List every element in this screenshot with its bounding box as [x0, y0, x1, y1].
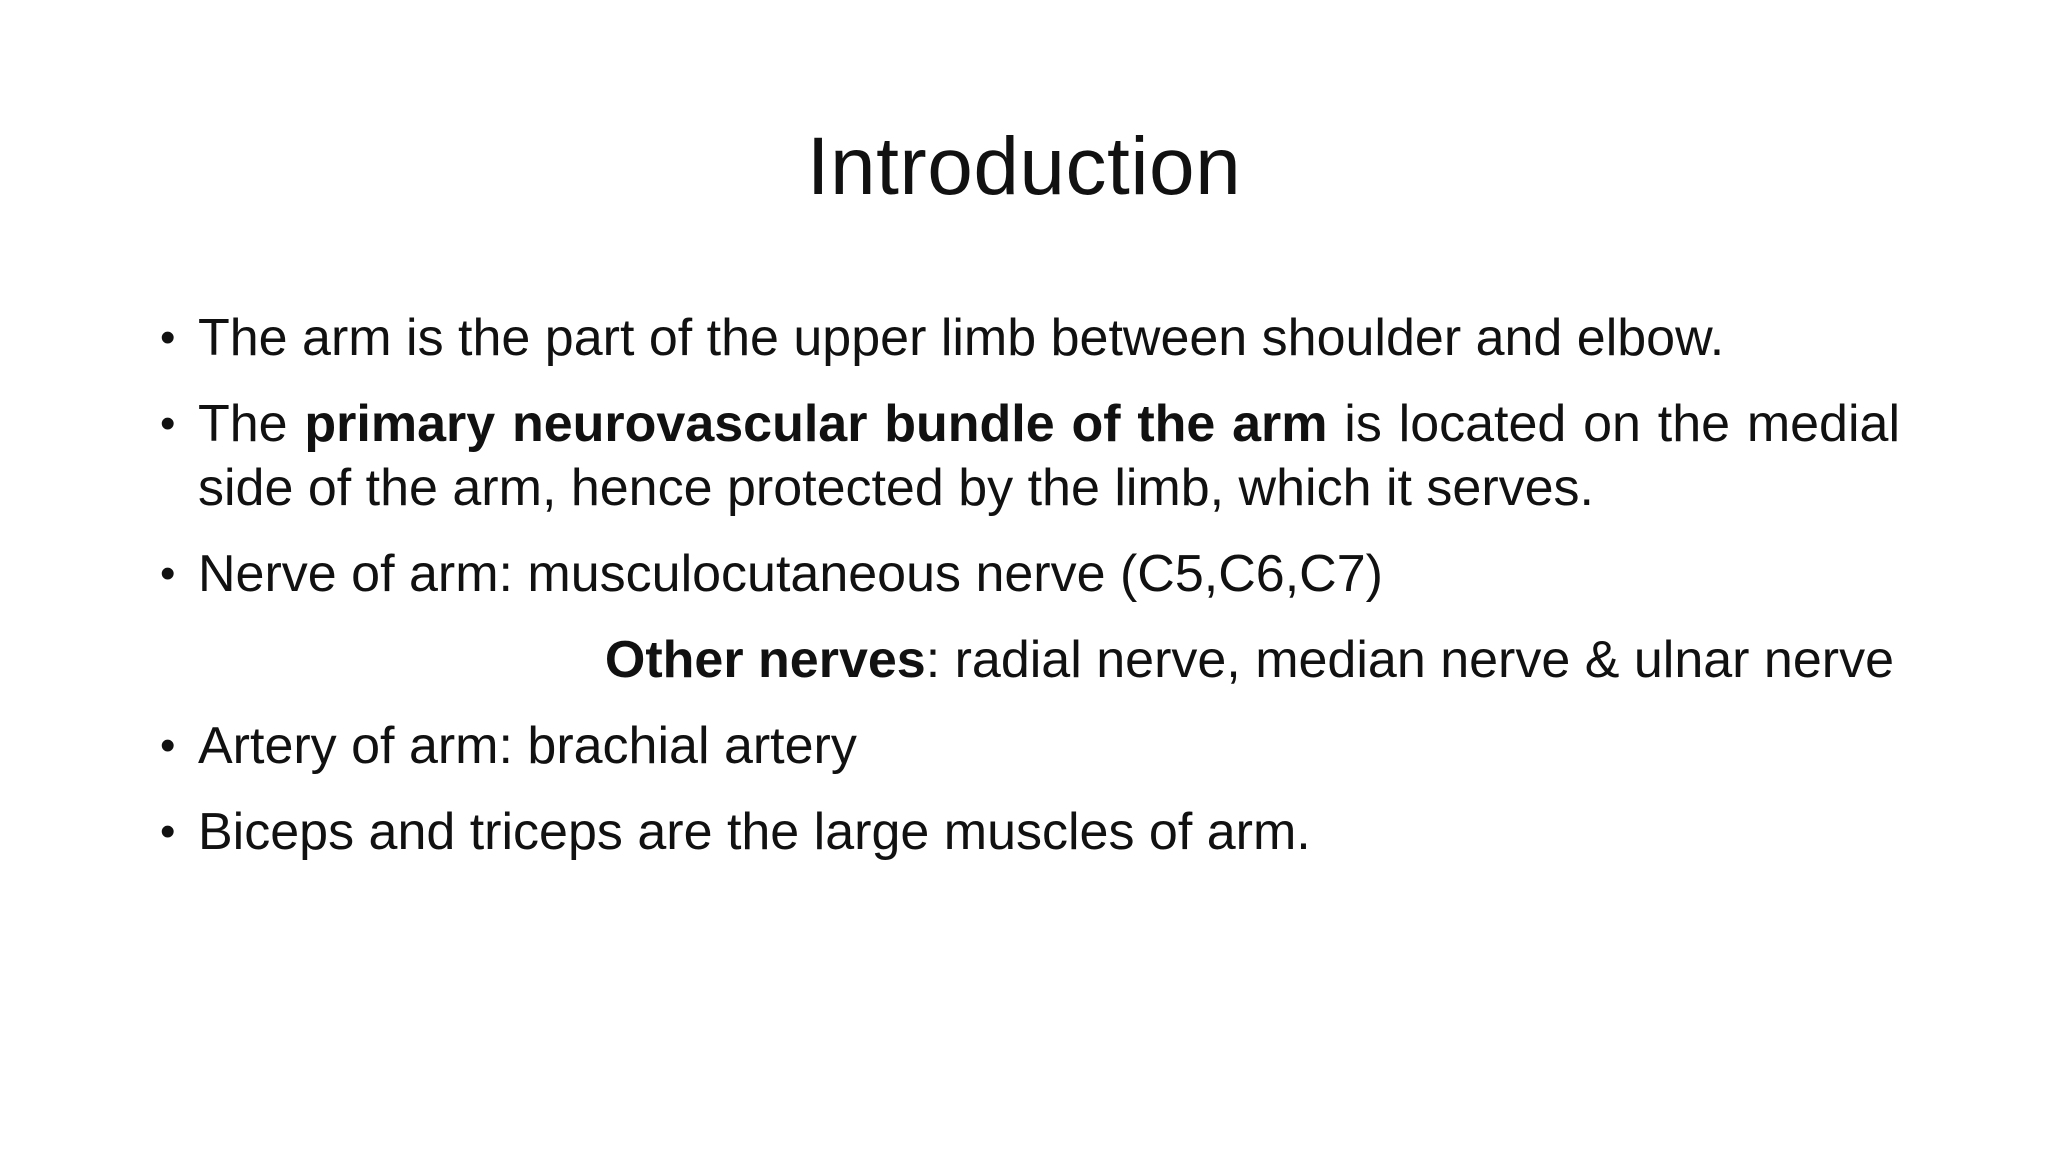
- bullet-item-nerve-of-arm: [160, 542, 1900, 606]
- bullet-item-neurovascular-bundle: [160, 392, 1900, 520]
- bullet-list: [160, 306, 1900, 886]
- bullet-item-artery-of-arm: [160, 714, 1900, 778]
- bullet-text: Biceps and triceps are the large muscles of arm.: [198, 803, 1311, 861]
- slide-title: Introduction: [806, 121, 1242, 212]
- bullet-icon: •: [160, 313, 176, 362]
- bullet-item-arm-definition: [160, 306, 1900, 370]
- other-nerves-line: [160, 628, 1900, 692]
- other-nerves-text: : radial nerve, median nerve & ulnar nerve: [925, 631, 1894, 689]
- bullet-text: The arm is the part of the upper limb between shoulder and elbow.: [198, 309, 1725, 367]
- bullet-item-muscles: [160, 800, 1900, 864]
- bullet-icon: •: [160, 399, 176, 448]
- bullet-text-bold: primary neurovascular bundle of the arm: [304, 395, 1328, 453]
- bullet-text: Nerve of arm: musculocutaneous nerve (C5,C6,C7): [198, 545, 1383, 603]
- bullet-text: Artery of arm: brachial artery: [198, 717, 857, 775]
- other-nerves-label: Other nerves: [604, 631, 926, 689]
- bullet-text-post: is located on the medial side of the arm, hence protected by the limb, which it serves.: [198, 395, 1901, 517]
- bullet-text-pre: The: [198, 395, 305, 453]
- bullet-icon: •: [160, 807, 176, 856]
- bullet-icon: •: [160, 549, 176, 598]
- bullet-icon: •: [160, 721, 176, 770]
